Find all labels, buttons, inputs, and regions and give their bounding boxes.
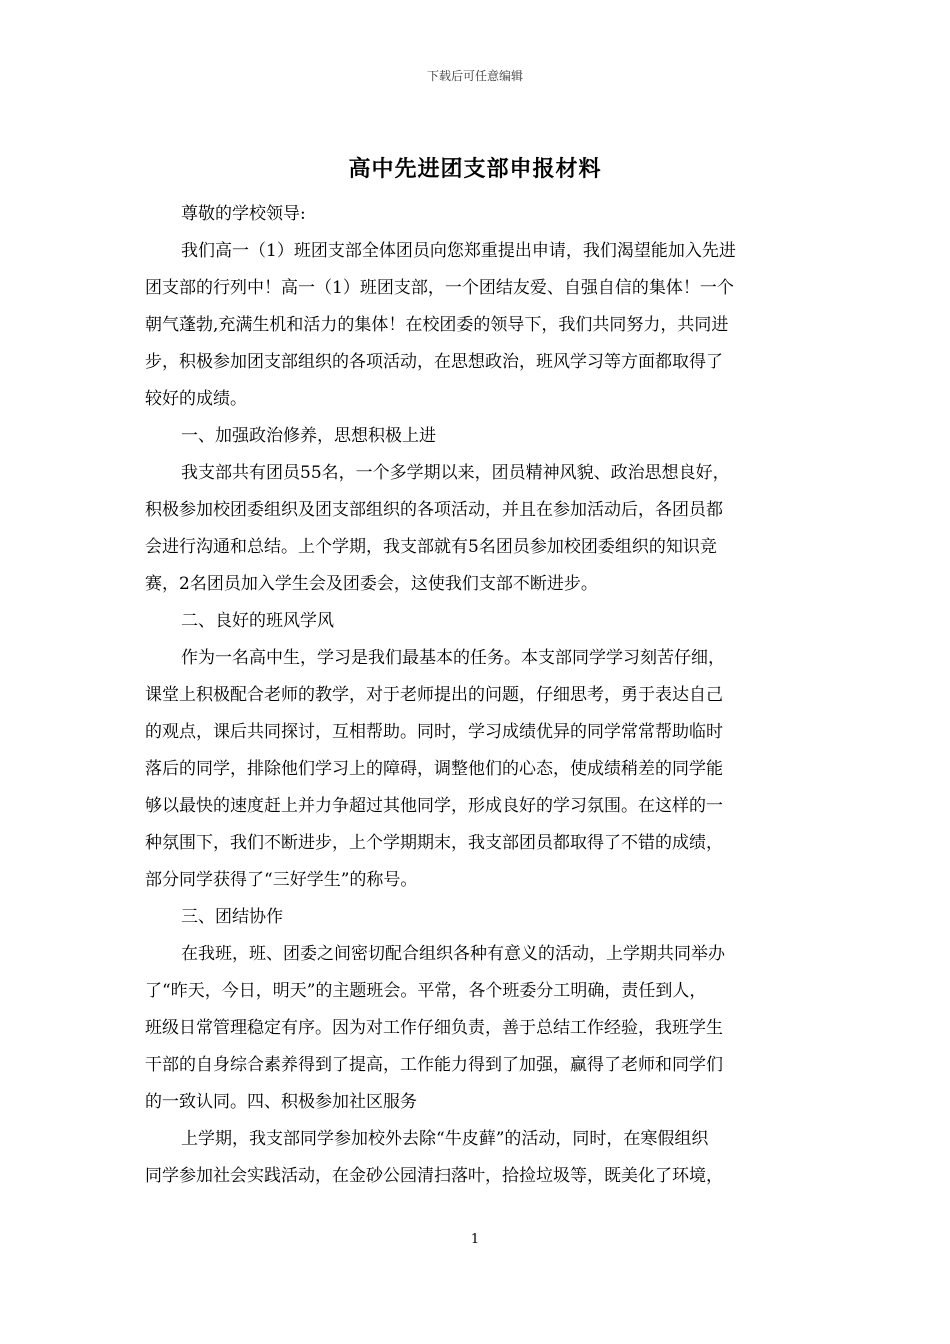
text-line: 会进行沟通和总结。上个学期，我支部就有5名团员参加校团委组织的知识竞 — [145, 537, 717, 557]
text-line: 上学期，我支部同学参加校外去除“牛皮藓”的活动，同时，在寒假组织 — [181, 1129, 709, 1149]
text-line: 了“昨天，今日，明天”的主题班会。平常，各个班委分工明确，责任到人， — [145, 981, 707, 1001]
text-line: 我支部共有团员55名，一个多学期以来，团员精神风貌、政治思想良好， — [181, 463, 730, 483]
text-line: 积极参加校团委组织及团支部组织的各项活动，并且在参加活动后，各团员都 — [145, 500, 723, 520]
text-line: 朝气蓬勃,充满生机和活力的集体！在校团委的领导下，我们共同努力，共同进 — [145, 315, 729, 335]
page-number: 1 — [470, 1232, 480, 1247]
text-line: 三、团结协作 — [181, 907, 283, 927]
document-body — [145, 196, 805, 1195]
text-line: 同学参加社会实践活动，在金砂公园清扫落叶，拾捡垃圾等，既美化了环境， — [145, 1166, 723, 1186]
text-line: 一、加强政治修养，思想积极上进 — [181, 426, 436, 446]
text-line: 二、良好的班风学风 — [181, 611, 334, 631]
text-line: 赛，2名团员加入学生会及团委会，这使我们支部不断进步。 — [145, 574, 598, 594]
text-line: 部分同学获得了“三好学生”的称号。 — [145, 870, 418, 890]
text-line: 我们高一（1）班团支部全体团员向您郑重提出申请，我们渴望能加入先进 — [181, 241, 736, 261]
text-line: 干部的自身综合素养得到了提高，工作能力得到了加强，赢得了老师和同学们 — [145, 1055, 723, 1075]
text-line: 作为一名高中生，学习是我们最基本的任务。本支部同学学习刻苦仔细， — [181, 648, 725, 668]
text-line: 在我班，班、团委之间密切配合组织各种有意义的活动，上学期共同举办 — [181, 944, 725, 964]
text-line: 尊敬的学校领导: — [181, 204, 306, 224]
text-line: 班级日常管理稳定有序。因为对工作仔细负责，善于总结工作经验，我班学生 — [145, 1018, 723, 1038]
text-line: 团支部的行列中！高一（1）班团支部，一个团结友爱、自强自信的集体！一个 — [145, 278, 734, 298]
text-line: 较好的成绩。 — [145, 389, 247, 409]
text-line: 够以最快的速度赶上并力争超过其他同学，形成良好的学习氛围。在这样的一 — [145, 796, 723, 816]
text-line: 步，积极参加团支部组织的各项活动，在思想政治，班风学习等方面都取得了 — [145, 352, 723, 372]
text-line: 种氛围下，我们不断进步，上个学期期末，我支部团员都取得了不错的成绩， — [145, 833, 723, 853]
text-line: 的观点，课后共同探讨，互相帮助。同时，学习成绩优异的同学常常帮助临时 — [145, 722, 723, 742]
document-title: 高中先进团支部申报材料 — [348, 156, 602, 182]
page-header-note: 下载后可任意编辑 — [426, 69, 523, 83]
text-line: 的一致认同。四、积极参加社区服务 — [145, 1092, 417, 1112]
text-line: 落后的同学，排除他们学习上的障碍，调整他们的心态，使成绩稍差的同学能 — [145, 759, 723, 779]
text-line: 课堂上积极配合老师的教学，对于老师提出的问题，仔细思考，勇于表达自己 — [145, 685, 723, 705]
